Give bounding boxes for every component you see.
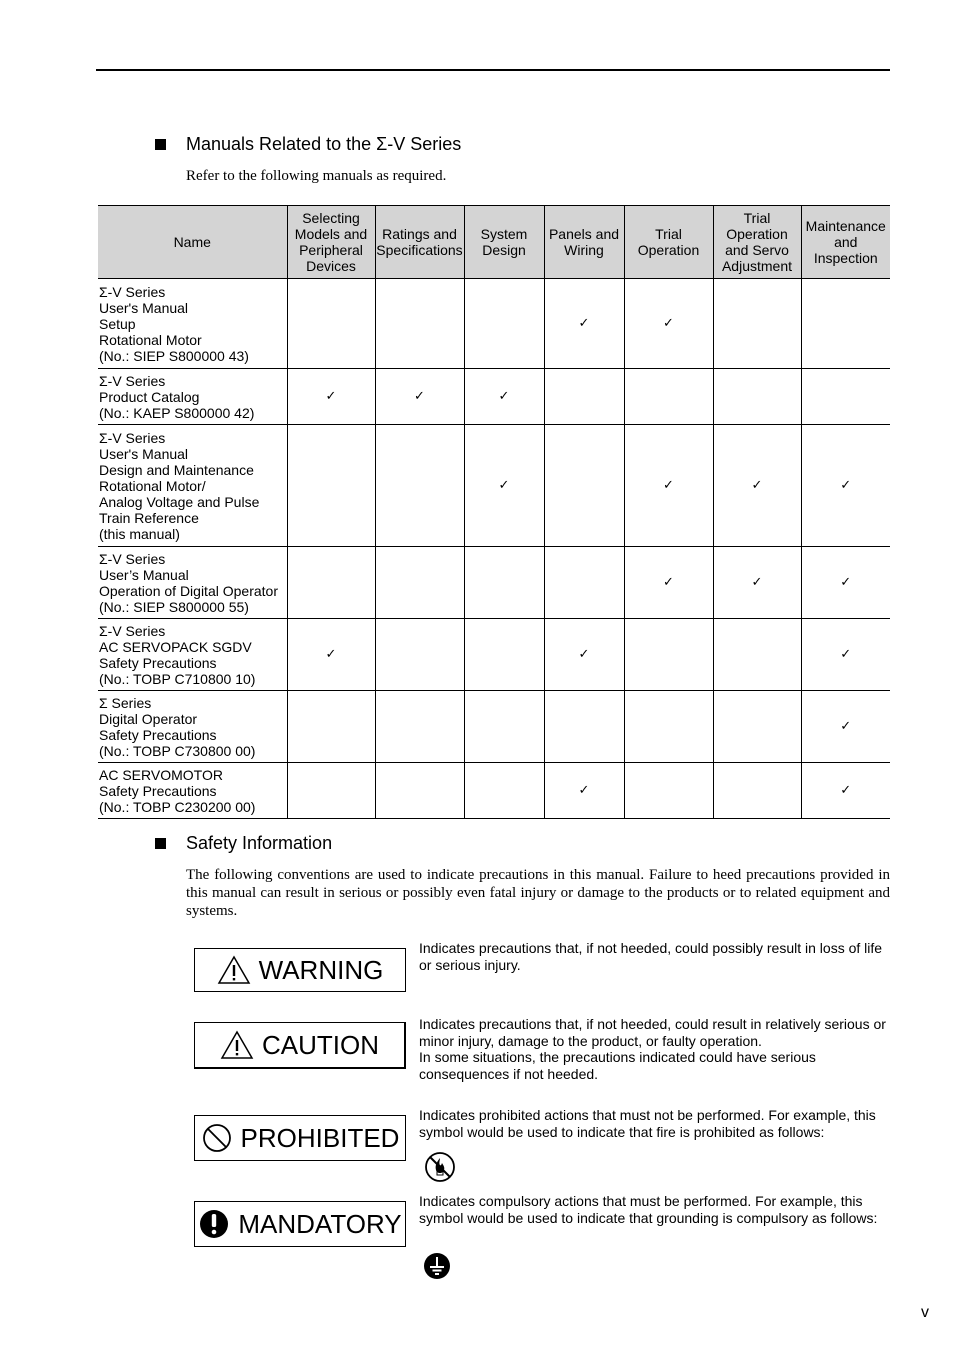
check-cell	[713, 691, 801, 763]
mandatory-exclamation-icon	[198, 1208, 230, 1240]
caution-triangle-icon	[220, 1030, 254, 1060]
caution-desc-line1: Indicates precautions that, if not heeded, could result in relatively serious or minor injury, damage to the product, or faulty operation.	[419, 1016, 886, 1049]
check-mark-icon: ✓	[840, 478, 852, 493]
column-header-line: Specifications	[376, 242, 463, 258]
manual-name-line: Rotational Motor	[99, 331, 202, 348]
check-mark-icon: ✓	[840, 783, 852, 798]
page-number: v	[921, 1304, 929, 1321]
manual-name-line: (No.: TOBP C730800 00)	[99, 742, 256, 759]
top-rule	[96, 69, 890, 71]
check-mark-icon: ✓	[663, 478, 674, 493]
manual-name-line: Safety Precautions	[99, 726, 217, 743]
check-cell	[801, 369, 890, 425]
no-fire-icon	[424, 1151, 456, 1188]
manual-name-line: Safety Precautions	[99, 654, 217, 671]
manual-name-line: User’s Manual	[99, 566, 189, 583]
check-cell	[375, 369, 464, 425]
check-mark-icon: ✓	[498, 389, 510, 404]
check-mark-icon: ✓	[751, 478, 763, 493]
manuals-table	[98, 205, 890, 819]
check-cell	[624, 279, 713, 369]
section-intro: Refer to the following manuals as required.	[186, 168, 447, 184]
manual-name-line: Setup	[99, 315, 136, 332]
column-header-line: Panels and	[548, 226, 620, 242]
column-header-line: and Servo	[725, 242, 789, 258]
manual-name-line: Σ-V Series	[99, 622, 166, 639]
section-heading-manuals	[155, 134, 461, 155]
check-cell	[801, 763, 890, 819]
check-cell	[287, 279, 375, 369]
section-heading-safety	[155, 833, 332, 854]
manual-name-line: (No.: TOBP C710800 10)	[99, 670, 256, 687]
manual-name-line: Σ-V Series	[99, 372, 166, 389]
check-mark-icon: ✓	[578, 316, 590, 331]
check-mark-icon: ✓	[325, 389, 337, 404]
mandatory-label: MANDATORY	[238, 1208, 402, 1239]
check-cell	[464, 691, 544, 763]
check-mark-icon: ✓	[578, 647, 590, 662]
prohibited-signal	[194, 1115, 406, 1161]
check-cell	[464, 279, 544, 369]
table-header-row	[98, 206, 890, 279]
check-mark-icon: ✓	[578, 783, 590, 798]
check-cell	[287, 547, 375, 619]
column-header-line: Name	[173, 234, 211, 250]
check-mark-icon: ✓	[663, 316, 674, 331]
check-cell	[801, 691, 890, 763]
table-row	[98, 425, 890, 547]
check-cell	[801, 547, 890, 619]
mandatory-signal	[194, 1201, 406, 1247]
manual-name-line: (this manual)	[99, 525, 180, 542]
mandatory-description: Indicates compulsory actions that must be performed. For example, this symbol would be used to indicate that grounding is compulsory as follows:	[419, 1193, 878, 1226]
check-mark-icon: ✓	[840, 647, 852, 662]
check-cell	[464, 619, 544, 691]
check-cell	[375, 279, 464, 369]
table-row	[98, 279, 890, 369]
caution-desc-line2: In some situations, the precautions indicated could have serious consequences if not heeded.	[419, 1049, 816, 1082]
check-cell	[544, 369, 624, 425]
manual-name-line: User's Manual	[99, 445, 189, 462]
check-cell	[464, 763, 544, 819]
check-cell	[544, 279, 624, 369]
column-header-line: Operation	[637, 242, 700, 258]
manual-name-cell	[98, 619, 287, 691]
check-cell	[544, 619, 624, 691]
column-header-line: Operation	[726, 226, 788, 242]
table-row	[98, 369, 890, 425]
check-cell	[801, 279, 890, 369]
check-mark-icon: ✓	[663, 575, 674, 590]
manual-name-line: User's Manual	[99, 299, 189, 316]
table-row	[98, 547, 890, 619]
check-cell	[624, 763, 713, 819]
check-cell	[375, 547, 464, 619]
check-cell	[464, 369, 544, 425]
check-cell	[713, 425, 801, 547]
column-header-line: and	[834, 234, 858, 250]
manual-name-cell	[98, 763, 287, 819]
warning-signal	[194, 948, 406, 992]
manual-name-line: Σ-V Series	[99, 283, 166, 300]
check-mark-icon: ✓	[414, 389, 425, 404]
column-header-line: Ratings and	[382, 226, 457, 242]
check-cell	[464, 425, 544, 547]
prohibited-label: PROHIBITED	[240, 1122, 400, 1153]
check-cell	[464, 547, 544, 619]
column-header-line: Selecting	[302, 210, 360, 226]
column-header	[98, 206, 287, 279]
manual-name-line: (No.: TOBP C230200 00)	[99, 798, 256, 815]
manual-name-cell	[98, 425, 287, 547]
check-cell	[375, 691, 464, 763]
manual-name-cell	[98, 547, 287, 619]
square-bullet-icon	[155, 139, 166, 150]
manual-name-line: (No.: SIEP S800000 55)	[99, 598, 249, 615]
column-header	[464, 206, 544, 279]
caution-description	[419, 1016, 889, 1082]
check-cell	[544, 547, 624, 619]
column-header-line: Models and	[294, 226, 368, 242]
manual-name-line: Σ-V Series	[99, 429, 166, 446]
check-cell	[375, 619, 464, 691]
manual-name-line: AC SERVOMOTOR	[99, 766, 223, 783]
column-header	[713, 206, 801, 279]
table-body	[98, 279, 890, 819]
manual-name-line: Safety Precautions	[99, 782, 217, 799]
table-row	[98, 691, 890, 763]
manual-name-line: Rotational Motor/	[99, 477, 206, 494]
check-cell	[713, 547, 801, 619]
check-cell	[544, 691, 624, 763]
prohibited-description: Indicates prohibited actions that must not be performed. For example, this symbol would be used to indicate that fire is prohibited as follows:	[419, 1107, 876, 1140]
check-cell	[624, 619, 713, 691]
caution-label: CAUTION	[262, 1029, 379, 1060]
check-cell	[287, 619, 375, 691]
manual-name-line: Analog Voltage and Pulse	[99, 493, 260, 510]
column-header-line: Peripheral	[299, 242, 363, 258]
column-header	[624, 206, 713, 279]
column-header-line: Maintenance	[805, 218, 886, 234]
section-heading-text: Manuals Related to the Σ-V Series	[186, 134, 462, 154]
check-cell	[713, 763, 801, 819]
manual-name-line: Train Reference	[99, 509, 199, 526]
check-mark-icon: ✓	[498, 478, 510, 493]
column-header-line: Wiring	[564, 242, 604, 258]
ground-icon	[423, 1252, 451, 1285]
warning-triangle-icon	[217, 955, 251, 985]
column-header	[544, 206, 624, 279]
check-mark-icon: ✓	[751, 575, 763, 590]
column-header-line: Trial	[743, 210, 771, 226]
manual-name-cell	[98, 369, 287, 425]
column-header-line: Devices	[306, 258, 356, 274]
check-cell	[375, 425, 464, 547]
check-cell	[624, 547, 713, 619]
column-header-line: Design	[482, 242, 526, 258]
prohibited-circle-icon	[201, 1122, 233, 1154]
column-header	[375, 206, 464, 279]
check-cell	[624, 369, 713, 425]
column-header	[287, 206, 375, 279]
caution-signal	[194, 1022, 406, 1069]
table-row	[98, 763, 890, 819]
check-cell	[624, 425, 713, 547]
manual-name-line: Product Catalog	[99, 388, 200, 405]
check-cell	[287, 691, 375, 763]
manual-name-line: AC SERVOPACK SGDV	[99, 638, 252, 655]
column-header-line: System	[480, 226, 528, 242]
check-cell	[375, 763, 464, 819]
table-row	[98, 619, 890, 691]
manual-name-line: Σ-V Series	[99, 550, 166, 567]
warning-description: Indicates precautions that, if not heeded, could possibly result in loss of life or serious injury.	[419, 940, 883, 973]
manual-name-line: Operation of Digital Operator	[99, 582, 278, 599]
check-cell	[287, 763, 375, 819]
check-cell	[287, 425, 375, 547]
check-cell	[801, 619, 890, 691]
section-heading-text: Safety Information	[186, 833, 333, 853]
check-mark-icon: ✓	[840, 719, 852, 734]
column-header-line: Inspection	[813, 250, 878, 266]
check-mark-icon: ✓	[325, 647, 337, 662]
manual-name-line: (No.: SIEP S800000 43)	[99, 347, 249, 364]
column-header	[801, 206, 890, 279]
check-cell	[287, 369, 375, 425]
check-cell	[801, 425, 890, 547]
check-cell	[544, 763, 624, 819]
manual-name-line: Digital Operator	[99, 710, 198, 727]
check-cell	[713, 619, 801, 691]
check-cell	[544, 425, 624, 547]
manual-name-line: (No.: KAEP S800000 42)	[99, 404, 255, 421]
manual-name-line: Design and Maintenance	[99, 461, 254, 478]
safety-intro: The following conventions are used to indicate precautions in this manual. Failure to heed precautions provided in this manual can result in serious or possibly even fatal injury or damage to the products or to related equipment and systems.	[186, 867, 890, 919]
manual-name-line: Σ Series	[99, 694, 152, 711]
manual-name-cell	[98, 279, 287, 369]
check-cell	[624, 691, 713, 763]
column-header-line: Adjustment	[721, 258, 793, 274]
check-mark-icon: ✓	[840, 575, 852, 590]
square-bullet-icon	[155, 838, 166, 849]
column-header-line: Trial	[655, 226, 682, 242]
check-cell	[713, 369, 801, 425]
check-cell	[713, 279, 801, 369]
warning-label: WARNING	[258, 954, 384, 985]
manual-name-cell	[98, 691, 287, 763]
